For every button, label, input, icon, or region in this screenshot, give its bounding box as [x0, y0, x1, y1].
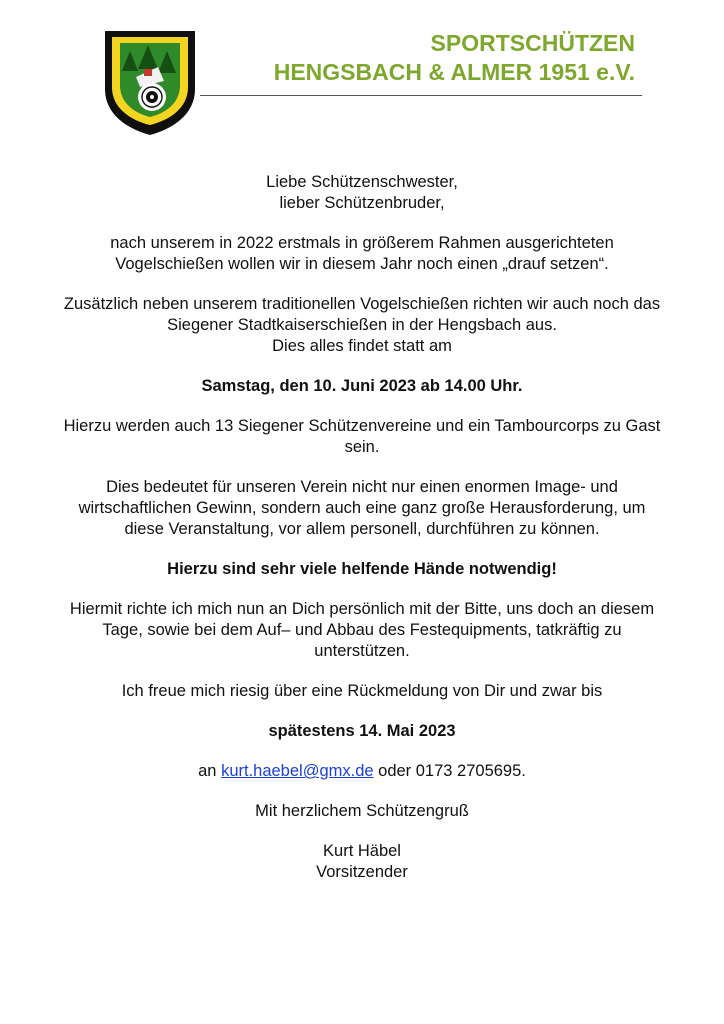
paragraph-additional-event: Zusätzlich neben unserem traditionellen Vogelschießen richten wir auch noch das Siegener Stadtkaiserschießen in der Hengsbach aus.	[63, 295, 661, 334]
paragraph-guests: Hierzu werden auch 13 Siegener Schützenvereine und ein Tambourcorps zu Gast sein.	[63, 417, 661, 456]
organization-name-line1: SPORTSCHÜTZEN	[430, 30, 635, 56]
contact-line	[60, 761, 664, 782]
header-divider	[200, 95, 642, 96]
paragraph-intro: nach unserem in 2022 erstmals in größerem Rahmen ausgerichteten Vogelschießen wollen wir in diesem Jahr noch einen „drauf setzen“.	[110, 234, 614, 273]
salutation-line-2: lieber Schützenbruder,	[279, 194, 445, 212]
paragraph-feedback: Ich freue mich riesig über eine Rückmeldung von Dir und zwar bis	[121, 682, 603, 700]
closing-greeting: Mit herzlichem Schützengruß	[255, 802, 469, 820]
signer-role: Vorsitzender	[316, 863, 408, 881]
club-logo	[100, 27, 200, 137]
letter-body	[60, 172, 664, 883]
help-needed-callout: Hierzu sind sehr viele helfende Hände notwendig!	[167, 560, 557, 578]
contact-email-link[interactable]: kurt.haebel@gmx.de	[221, 762, 374, 780]
salutation-line-1: Liebe Schützenschwester,	[266, 173, 458, 191]
paragraph-request: Hiermit richte ich mich nun an Dich persönlich mit der Bitte, uns doch an diesem Tage, sowie bei dem Auf– und Abbau des Festequipments, tatkräftig zu unterstützen.	[69, 600, 655, 660]
contact-suffix: oder 0173 2705695.	[373, 762, 526, 780]
deadline: spätestens 14. Mai 2023	[268, 722, 456, 740]
organization-name	[274, 29, 635, 87]
paragraph-event-lead: Dies alles findet statt am	[272, 337, 452, 355]
signer-name: Kurt Häbel	[323, 842, 401, 860]
organization-name-line2: HENGSBACH & ALMER 1951 e.V.	[273, 59, 635, 85]
paragraph-significance: Dies bedeutet für unseren Verein nicht nur einen enormen Image- und wirtschaftlichen Gewinn, sondern auch eine ganz große Herausforderung, um diese Veranstaltung, vor allem personell, durchführen zu können.	[78, 478, 646, 538]
event-date: Samstag, den 10. Juni 2023 ab 14.00 Uhr.	[201, 377, 523, 395]
contact-prefix: an	[198, 762, 222, 780]
